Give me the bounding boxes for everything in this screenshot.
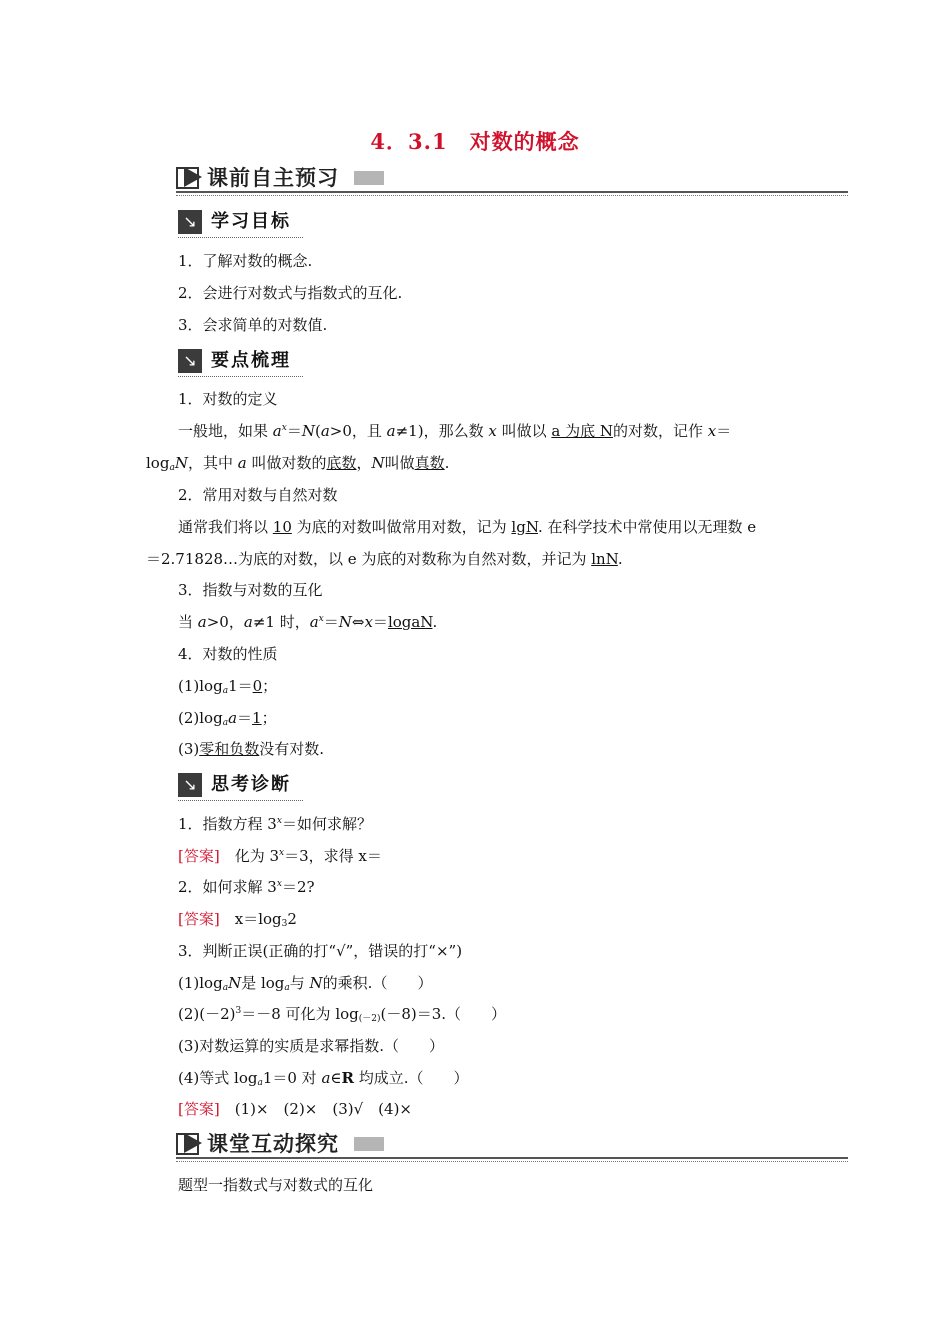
point-heading: 4．对数的性质 — [178, 645, 278, 663]
goal-item: 2．会进行对数式与指数式的互化. — [178, 284, 403, 302]
property-line: $(1)\log_a1=0$； — [178, 677, 278, 696]
underlined-answer: a 为底 N — [551, 422, 613, 440]
banner-grey-bar — [354, 1137, 384, 1151]
underlined-answer: 0 — [252, 677, 263, 695]
question-line: 2．如何求解 $3^x=2$? — [178, 878, 315, 896]
definition-line: 一般地，如果 $a^x=N(a>0$，且 a≠1)，那么数 x 叫做以 a 为底 N的对数，记作 x＝ — [178, 422, 732, 440]
section-banner-classroom — [176, 1130, 848, 1160]
underlined-answer: logaN — [387, 613, 433, 631]
question-line: 1．指数方程 $3^x=$如何求解？ — [178, 815, 372, 833]
arrow-box-icon — [176, 1131, 203, 1156]
question-line: 3．判断正误(正确的打“√”，错误的打“×”) — [178, 942, 463, 960]
point-heading: 2．常用对数与自然对数 — [178, 486, 338, 504]
arrow-icon: ↘ — [178, 773, 202, 797]
underlined-answer: 零和负数 — [199, 740, 260, 758]
point-heading: 1．对数的定义 — [178, 390, 278, 408]
property-line: $(2)\log_aa=1$； — [178, 709, 277, 728]
answer-line: [答案] $x=\log_32$ — [178, 910, 297, 929]
definition-line: $\log_aN$，其中 a 叫做对数的底数，N叫做真数. — [146, 454, 450, 473]
underlined-answer: 1 — [252, 709, 262, 727]
judgment-item: (4)等式 $\log_a1=0$ 对 a∈R 均成立.（ ） — [178, 1069, 469, 1088]
banner-dotted-rule — [176, 195, 848, 196]
arrow-box-icon — [176, 165, 203, 190]
topic-line: 题型一指数式与对数式的互化 — [178, 1176, 374, 1194]
underlined-answer: lgN — [511, 518, 538, 536]
arrow-icon: ↘ — [178, 210, 202, 234]
banner-label: 课堂互动探究 — [207, 1132, 339, 1156]
banner-label: 课前自主预习 — [207, 166, 339, 190]
underlined-answer: 底数 — [326, 454, 357, 472]
answer-line: [答案] (1)× (2)× (3)√ (4)× — [178, 1100, 412, 1118]
underlined-answer: 真数 — [414, 454, 445, 472]
judgment-item: $(1)\log_aN$是 $\log_a$与 N的乘积.（ ） — [178, 974, 433, 993]
banner-dotted-rule — [176, 1161, 848, 1162]
judgment-item: (3)对数运算的实质是求幂指数.（ ） — [178, 1037, 445, 1055]
goal-item: 3．会求简单的对数值. — [178, 316, 328, 334]
conversion-line: 当 a>0，a≠1 时，$a^x=N\Leftrightarrow x=logaN$. — [178, 613, 438, 631]
answer-label: [答案] — [178, 1100, 220, 1118]
property-line: (3)零和负数没有对数. — [178, 740, 325, 758]
page-title: 4．3.1 对数的概念 — [370, 129, 580, 154]
answer-label: [答案] — [178, 847, 220, 865]
underlined-answer: lnN — [591, 550, 618, 568]
banner-rule — [176, 191, 848, 193]
goal-item: 1．了解对数的概念. — [178, 252, 313, 270]
banner-grey-bar — [354, 171, 384, 185]
section-banner-preview — [176, 164, 848, 194]
natural-log-line: ＝2.71828…为底的对数，以 e 为底的对数称为自然对数，并记为 lnN. — [146, 550, 623, 568]
point-heading: 3．指数与对数的互化 — [178, 581, 323, 599]
document-page: 4．3.1 对数的概念 课前自主预习 ↘ 学习目标 1．了解对数的概念. 2．会进行对数式与指数式的互化. 3．会求简单的对数值. ↘ 要点梳理 1．对数的定义 一般地，如果 $a^x=N(a>0$，且 a≠1)，那么数 x 叫做以 a 为底 N的对数，记作 x＝ $\log_aN$，其中 a 叫做对数的底数，N叫做真数. 2．常用对数与自然对数 通常我们将以 10 为底的对数叫做常用对数，记为 lgN. 在科学技术中常使用以无理数 e ＝2.71828…为底的对数，以 e 为底的对数称为自然对数，并记为 lnN. 3．指数与对数的互化 当 a>0，a≠1 时，$a^x=N\Leftrightarrow x=logaN$. 4．对数的性质 $(1)\log_a1=0$； $(2)\log_aa=1$； (3)零和负数没有对数. ↘ 思考诊断 1．指数方程 $3^x=$如何求解？ [答案] 化为 $3^x=3$，求得 x＝ 2．如何求解 $3^x=2$? [答案] $x=\log_32$ 3．判断正误(正确的打“√”，错误的打“×”) $(1)\log_aN$是 $\log_a$与 N的乘积.（ ） $(2)(-2)^3=-8$ 可化为 $\log_{(-2)}(-8)=3$.（ ） (3)对数运算的实质是求幂指数.（ ） (4)等式 $\log_a1=0$ 对 a∈R 均成立.（ ） [答案] (1)× (2)× (3)√ (4)× 课堂互动探究 题型一指数式与对数式的互化 — [0, 0, 950, 1344]
answer-label: [答案] — [178, 910, 220, 928]
banner-rule — [176, 1157, 848, 1159]
underlined-answer: 10 — [272, 518, 292, 536]
common-log-line: 通常我们将以 10 为底的对数叫做常用对数，记为 lgN. 在科学技术中常使用以无理数 e — [178, 518, 757, 536]
arrow-icon: ↘ — [178, 349, 202, 373]
judgment-item: $(2)(-2)^3=-8$ 可化为 $\log_{(-2)}(-8)=3$.（ ） — [178, 1005, 507, 1024]
answer-line: [答案] 化为 $3^x=3$，求得 x＝ — [178, 847, 382, 865]
